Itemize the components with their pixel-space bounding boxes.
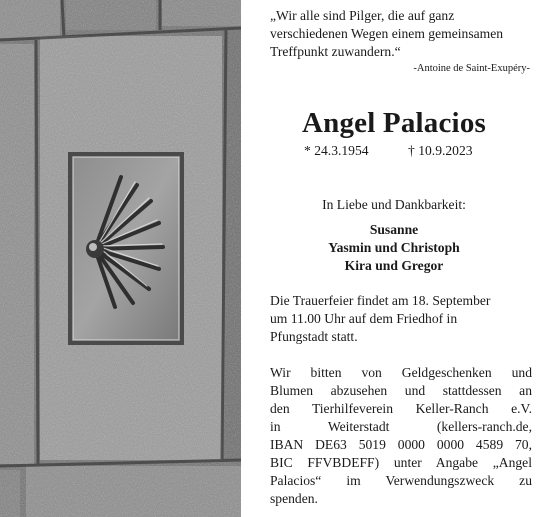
donation-paragraph xyxy=(270,364,532,508)
donation-line: BIC FFVBDEFF) unter Angabe „Angel xyxy=(270,455,532,470)
mourner-name: Susanne xyxy=(369,222,419,237)
ceremony-line: um 11.00 Uhr auf dem Friedhof in xyxy=(270,311,458,326)
donation-line: spenden. xyxy=(270,491,318,506)
ceremony-paragraph xyxy=(270,292,532,346)
gratitude-line: In Liebe und Dankbarkeit: xyxy=(322,197,466,212)
scallop-shell-plaque-icon xyxy=(73,157,179,340)
donation-line: Wir bitten von Geldgeschenken und xyxy=(270,365,532,380)
donation-line: den Tierhilfeverein Keller-Ranch e.V. xyxy=(270,401,532,416)
mourners-list xyxy=(258,221,530,275)
stone-wall-photo xyxy=(0,0,241,517)
ceremony-line: Die Trauerfeier findet am 18. September xyxy=(270,293,491,308)
death-date: † 10.9.2023 xyxy=(408,143,473,158)
donation-line: Palacios“ im Verwendungszweck zu xyxy=(270,473,532,488)
quote-author: -Antoine de Saint-Exupéry- xyxy=(413,63,530,74)
quote xyxy=(270,7,532,61)
obituary-text xyxy=(258,0,530,517)
ceremony-line: Pfungstadt statt. xyxy=(270,329,358,344)
donation-line: in Weiterstadt (kellers-ranch.de, xyxy=(270,419,532,434)
quote-line: verschiedenen Wegen einem gemeinsamen xyxy=(270,26,504,41)
donation-line: IBAN DE63 5019 0000 0000 4589 70, xyxy=(270,437,532,452)
deceased-name: Angel Palacios xyxy=(301,107,487,139)
quote-line: Treffpunkt zuwandern.“ xyxy=(270,44,401,59)
mourner-name: Kira und Gregor xyxy=(344,258,444,273)
birth-date: * 24.3.1954 xyxy=(304,143,369,158)
quote-line: „Wir alle sind Pilger, die auf ganz xyxy=(270,8,455,23)
donation-line: Blumen abzusehen und stattdessen an xyxy=(270,383,532,398)
mourner-name: Yasmin und Christoph xyxy=(328,240,460,255)
